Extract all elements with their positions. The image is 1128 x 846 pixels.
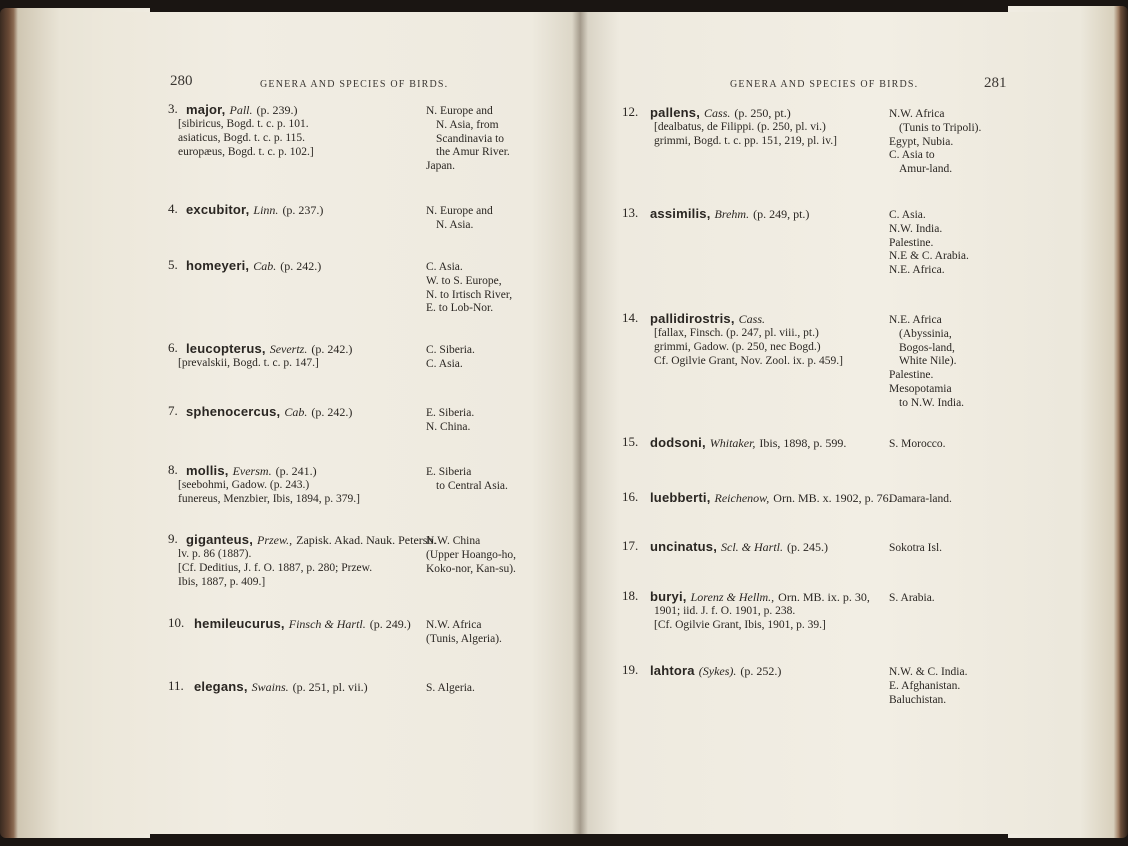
entry-heading — [650, 434, 846, 452]
species-authority: Linn. — [253, 203, 279, 217]
synonym-line: [fallax, Finsch. (p. 247, pl. viii., pt.) — [654, 327, 819, 339]
species-authority: Swains. — [251, 680, 289, 694]
entry-number: 4. — [168, 201, 178, 216]
entry-heading — [194, 615, 411, 633]
species-name: uncinatus, — [650, 539, 718, 554]
species-authority: Whitaker, — [709, 436, 756, 450]
species-reference: (p. 250, pt.) — [734, 106, 791, 120]
synonym-line: [Cf. Ogilvie Grant, Ibis, 1901, p. 39.] — [654, 619, 826, 631]
distribution-block — [889, 493, 952, 507]
distribution-line: to Central Asia. — [436, 479, 508, 492]
distribution-line: E. to Lob-Nor. — [426, 302, 494, 315]
species-authority: Reichenow, — [714, 491, 770, 505]
synonym-block — [178, 547, 372, 589]
species-name: elegans, — [194, 679, 248, 694]
distribution-line: E. Siberia. — [426, 407, 475, 419]
distribution-line: N. China. — [426, 420, 471, 433]
species-name: major, — [186, 102, 226, 117]
species-name: pallidirostris, — [650, 311, 735, 326]
distribution-line: W. to S. Europe, — [426, 274, 502, 287]
distribution-line: S. Morocco. — [889, 438, 946, 450]
species-reference: (p. 237.) — [282, 203, 324, 217]
synonym-line: [seebohmi, Gadow. (p. 243.) — [178, 479, 310, 491]
species-reference: (p. 249, pt.) — [753, 207, 810, 221]
entry-number: 12. — [622, 104, 639, 119]
species-reference: Zapisk. Akad. Nauk. Petersb. — [296, 533, 437, 547]
entry-number: 3. — [168, 101, 178, 116]
distribution-line: Damara-land. — [889, 493, 952, 505]
distribution-block — [889, 314, 964, 411]
synonym-line: [prevalskii, Bogd. t. c. p. 147.] — [178, 357, 319, 369]
entry-number: 8. — [168, 462, 178, 477]
distribution-block — [426, 682, 475, 696]
distribution-line: N.W. Africa — [889, 108, 945, 120]
distribution-line: Baluchistan. — [889, 693, 947, 706]
synonym-block — [654, 604, 826, 632]
entry-number: 16. — [622, 489, 639, 504]
synonym-line: asiaticus, Bogd. t. c. p. 115. — [178, 132, 306, 144]
synonym-line: [dealbatus, de Filippi. (p. 250, pl. vi.) — [654, 121, 826, 133]
species-name: hemileucurus, — [194, 616, 285, 631]
synonym-block — [654, 326, 843, 368]
distribution-line: C. Asia. — [426, 261, 463, 273]
species-name: mollis, — [186, 463, 229, 478]
book-gutter — [572, 12, 588, 834]
distribution-line: C. Asia to — [889, 149, 935, 162]
species-reference: (p. 239.) — [256, 103, 298, 117]
distribution-line: N. Europe and — [426, 105, 493, 117]
left-running-head: GENERA AND SPECIES OF BIRDS. — [260, 79, 449, 90]
entry-number: 13. — [622, 205, 639, 220]
species-name: buryi, — [650, 589, 687, 604]
species-name: giganteus, — [186, 532, 254, 547]
entry-heading — [650, 538, 828, 556]
distribution-line: N.W. India. — [889, 222, 943, 235]
species-reference: (p. 241.) — [275, 464, 317, 478]
entry-heading — [194, 678, 368, 696]
distribution-block — [426, 407, 474, 435]
distribution-block — [426, 535, 516, 576]
entry-number: 7. — [168, 403, 178, 418]
species-authority: Brehm. — [714, 207, 750, 221]
synonym-line: europæus, Bogd. t. c. p. 102.] — [178, 146, 314, 158]
species-name: sphenocercus, — [186, 404, 281, 419]
distribution-line: N.E. Africa — [889, 314, 942, 326]
synonym-line: grimmi, Gadow. (p. 250, nec Bogd.) — [654, 341, 821, 353]
distribution-block — [426, 344, 475, 372]
distribution-line: N.W. Africa — [426, 619, 482, 631]
species-reference: Orn. MB. x. 1902, p. 76. — [773, 491, 892, 505]
distribution-line: S. Algeria. — [426, 682, 475, 694]
synonym-line: Cf. Ogilvie Grant, Nov. Zool. ix. p. 459.] — [654, 355, 843, 367]
distribution-line: N.E. Africa. — [889, 264, 945, 277]
species-reference: (p. 251, pl. vii.) — [292, 680, 368, 694]
distribution-block — [426, 261, 512, 316]
distribution-line: N.E & C. Arabia. — [889, 250, 969, 263]
species-authority: Severtz. — [269, 342, 308, 356]
species-authority: Cab. — [253, 259, 277, 273]
distribution-line: Palestine. — [889, 236, 934, 249]
distribution-block — [889, 209, 969, 278]
distribution-line: (Tunis to Tripoli). — [899, 121, 982, 134]
species-reference: (p. 249.) — [369, 617, 411, 631]
entry-number: 17. — [622, 538, 639, 553]
distribution-line: (Abyssinia, — [899, 327, 952, 340]
distribution-line: Amur-land. — [899, 163, 953, 176]
distribution-line: Koko-nor, Kan-su). — [426, 562, 516, 575]
entry-number: 5. — [168, 257, 178, 272]
species-reference: (p. 242.) — [311, 405, 353, 419]
species-authority: Cass. — [704, 106, 731, 120]
species-authority: Lorenz & Hellm., — [690, 590, 775, 604]
species-authority: Cab. — [284, 405, 308, 419]
species-authority: Pall. — [229, 103, 253, 117]
distribution-line: (Tunis, Algeria). — [426, 632, 502, 645]
distribution-block — [426, 466, 508, 494]
distribution-line: Palestine. — [889, 369, 934, 382]
entry-heading — [650, 205, 809, 223]
distribution-block — [889, 438, 946, 452]
synonym-block — [654, 120, 837, 148]
species-authority: Przew., — [257, 533, 293, 547]
distribution-line: Scandinavia to — [436, 132, 505, 145]
distribution-line: C. Asia. — [426, 357, 463, 370]
species-reference: (p. 242.) — [280, 259, 322, 273]
entry-number: 10. — [168, 615, 185, 630]
entry-number: 15. — [622, 434, 639, 449]
distribution-line: Mesopotamia — [889, 382, 952, 395]
distribution-line: N. Asia, from — [436, 118, 499, 131]
species-name: dodsoni, — [650, 435, 706, 450]
entry-number: 18. — [622, 588, 639, 603]
species-name: pallens, — [650, 105, 701, 120]
entry-heading — [186, 403, 352, 421]
species-name: assimilis, — [650, 206, 711, 221]
synonym-line: [Cf. Deditius, J. f. O. 1887, p. 280; Przew. — [178, 562, 373, 574]
left-page-number: 280 — [170, 73, 193, 89]
distribution-block — [889, 592, 935, 606]
entry-number: 19. — [622, 662, 639, 677]
distribution-line: N. Europe and — [426, 205, 493, 217]
entry-number: 6. — [168, 340, 178, 355]
distribution-line: Japan. — [426, 160, 456, 173]
distribution-line: (Upper Hoango-ho, — [426, 548, 517, 561]
species-reference: Ibis, 1898, p. 599. — [759, 436, 847, 450]
distribution-line: to N.W. India. — [899, 396, 965, 409]
right-running-head: GENERA AND SPECIES OF BIRDS. — [730, 79, 919, 90]
distribution-line: Bogos-land, — [899, 341, 955, 354]
distribution-block — [426, 619, 502, 647]
distribution-block — [889, 108, 981, 177]
synonym-line: funereus, Menzbier, Ibis, 1894, p. 379.] — [178, 493, 360, 505]
species-name: lahtora — [650, 663, 695, 678]
entry-number: 9. — [168, 531, 178, 546]
distribution-line: N.W. China — [426, 535, 481, 547]
entry-heading — [186, 201, 323, 219]
distribution-block — [889, 666, 967, 707]
distribution-line: Egypt, Nubia. — [889, 135, 954, 148]
distribution-line: C. Asia. — [889, 209, 926, 221]
species-reference: (p. 245.) — [787, 540, 829, 554]
entry-heading — [650, 489, 892, 507]
species-authority: Eversm. — [232, 464, 272, 478]
species-authority: (Sykes). — [698, 664, 737, 678]
right-page-number: 281 — [984, 75, 1007, 91]
entry-heading — [186, 257, 321, 275]
species-reference: (p. 242.) — [311, 342, 353, 356]
distribution-line: N. Asia. — [436, 218, 474, 231]
synonym-line: 1901; iid. J. f. O. 1901, p. 238. — [654, 605, 796, 617]
species-name: excubitor, — [186, 202, 250, 217]
synonym-block — [178, 478, 360, 506]
synonym-line: lv. p. 86 (1887). — [178, 548, 252, 560]
distribution-block — [426, 205, 493, 233]
synonym-block — [178, 117, 314, 159]
distribution-line: C. Siberia. — [426, 344, 475, 356]
distribution-block — [889, 542, 942, 556]
distribution-line: S. Arabia. — [889, 592, 935, 604]
synonym-line: [sibiricus, Bogd. t. c. p. 101. — [178, 118, 309, 130]
distribution-line: White Nile). — [899, 355, 957, 368]
species-authority: Scl. & Hartl. — [721, 540, 784, 554]
synonym-block — [178, 356, 319, 370]
distribution-line: N. to Irtisch River, — [426, 288, 513, 301]
entry-number: 14. — [622, 310, 639, 325]
species-name: homeyeri, — [186, 258, 250, 273]
species-name: luebberti, — [650, 490, 711, 505]
species-authority: Cass. — [738, 312, 765, 326]
distribution-line: the Amur River. — [436, 146, 510, 159]
synonym-line: Ibis, 1887, p. 409.] — [178, 576, 266, 588]
distribution-line: N.W. & C. India. — [889, 666, 968, 678]
distribution-block — [426, 105, 510, 174]
distribution-line: Sokotra Isl. — [889, 542, 943, 554]
species-authority: Finsch & Hartl. — [288, 617, 366, 631]
distribution-line: E. Afghanistan. — [889, 679, 961, 692]
species-reference: Orn. MB. ix. p. 30, — [778, 590, 870, 604]
synonym-line: grimmi, Bogd. t. c. pp. 151, 219, pl. iv.] — [654, 135, 837, 147]
entry-heading — [650, 662, 781, 680]
species-name: leucopterus, — [186, 341, 266, 356]
species-reference: (p. 252.) — [740, 664, 782, 678]
distribution-line: E. Siberia — [426, 466, 472, 478]
entry-number: 11. — [168, 678, 184, 693]
